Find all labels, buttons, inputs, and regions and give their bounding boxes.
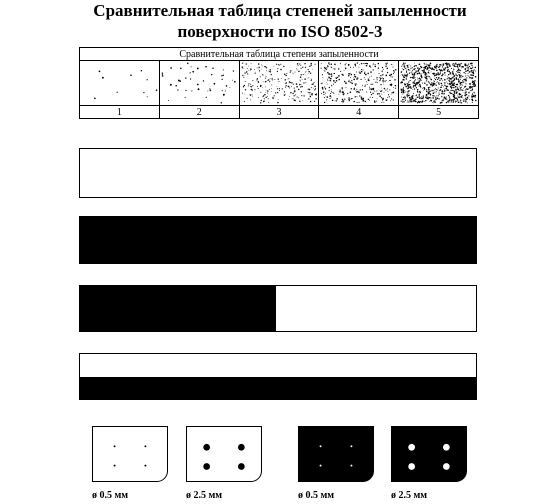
grade-number: 5	[436, 107, 442, 118]
title-line-1: Сравнительная таблица степеней запыленности	[93, 1, 467, 20]
dust-pattern-5	[399, 61, 478, 105]
swatch-light-small-dots	[92, 426, 168, 482]
grade-number: 1	[80, 106, 160, 119]
small-dots-pattern	[299, 427, 373, 481]
half-black-panel	[79, 285, 477, 332]
swatch-label: ø 2.5 мм	[186, 490, 223, 501]
small-dots-pattern	[93, 427, 167, 481]
swatch-light-large-dots	[186, 426, 262, 482]
swatch-label: ø 0.5 мм	[298, 490, 335, 501]
dust-sample-5	[399, 61, 478, 105]
dust-pattern-2	[160, 61, 239, 105]
large-dots-pattern	[392, 427, 466, 481]
dust-sample-2	[160, 61, 240, 105]
dust-sample-3	[240, 61, 320, 105]
black-bottom-stripe	[80, 377, 476, 399]
swatch-label: ø 2.5 мм	[391, 490, 428, 501]
dot-size-swatches	[0, 420, 560, 504]
document-title	[0, 0, 560, 42]
dust-sample-1	[80, 61, 160, 105]
dust-pattern-4	[319, 61, 398, 105]
black-panel	[79, 216, 477, 264]
grade-number: 2	[160, 106, 240, 119]
white-panel	[79, 148, 477, 198]
table-caption: Сравнительная таблица степени запыленности	[80, 48, 478, 61]
grade-number: 4	[319, 106, 399, 119]
swatch-label: ø 0.5 мм	[92, 490, 129, 501]
title-line-2: поверхности по ISO 8502-3	[177, 22, 383, 41]
dust-pattern-1	[80, 61, 159, 105]
grade-number: 3	[240, 106, 320, 119]
swatch-dark-small-dots	[298, 426, 374, 482]
swatch-dark-large-dots	[391, 426, 467, 482]
grade-number-row	[80, 106, 478, 119]
dust-comparison-table	[79, 47, 479, 119]
large-dots-pattern	[187, 427, 261, 481]
dust-sample-row	[80, 61, 478, 106]
dust-pattern-3	[240, 61, 319, 105]
black-half	[80, 286, 276, 331]
black-bottom-stripe-panel	[79, 353, 477, 400]
dust-sample-4	[319, 61, 399, 105]
